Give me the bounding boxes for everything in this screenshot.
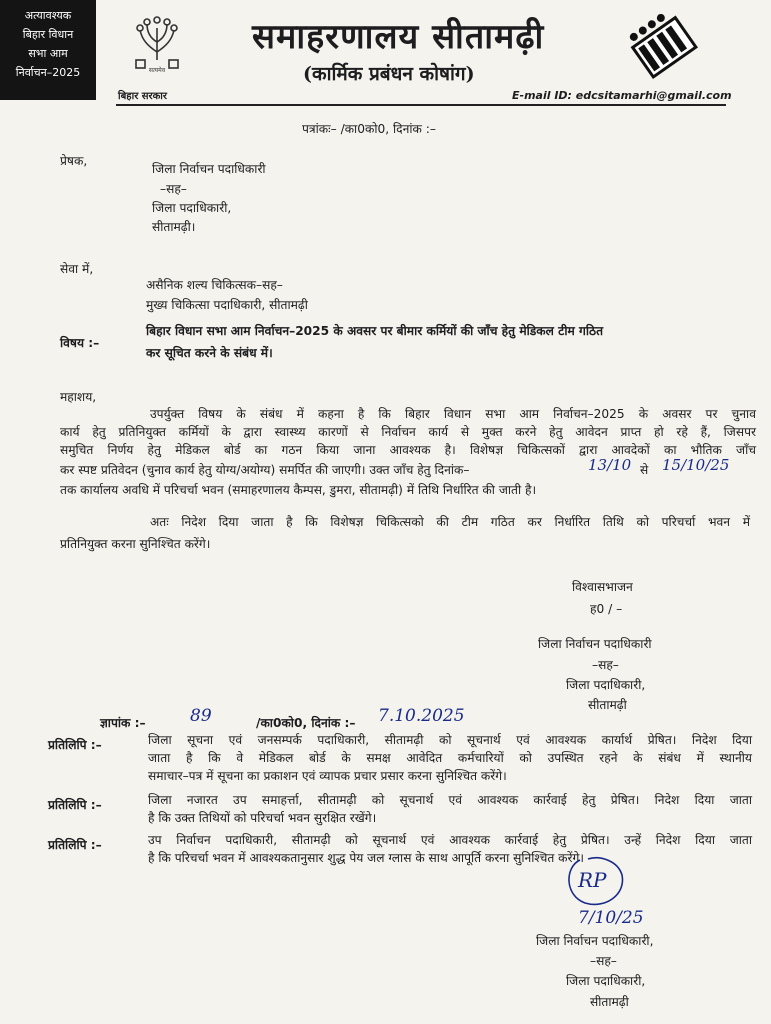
- closing2-line: सीतामढ़ी: [590, 995, 629, 1009]
- page-subtitle: (कार्मिक प्रबंधन कोषांग): [303, 63, 475, 85]
- copy-line: जिला नजारत उप समाहर्त्ता, सीतामढ़ी को सूचनार्थ एवं आवश्यक कार्रवाई हेतु प्रेषित। निदेश दिया जाता: [148, 793, 752, 807]
- body-line: अतः निदेश दिया जाता है कि विशेषज्ञ चिकित्सको की टीम गठित कर निर्धारित तिथि को परिचर्चा भवन में: [150, 515, 750, 529]
- closing2-line: जिला निर्वाचन पदाधिकारी,: [536, 934, 654, 948]
- copy-line: है कि परिचर्चा भवन में आवश्यकतानुसार शुद्ध पेय जल ग्लास के साथ आपूर्ति करना सुनिश्चित करेंगे।: [148, 851, 584, 865]
- copy-line: उप निर्वाचन पदाधिकारी, सीतामढ़ी को सूचनार्थ एवं आवश्यक कार्रवाई हेतु प्रेषित। उन्हें निदेश दिया जाता: [148, 833, 752, 847]
- sender-line: सीतामढ़ी।: [152, 220, 196, 234]
- copy-line: समाचार–पत्र में सूचना का प्रकाशन एवं व्यापक प्रचार प्रसार करना सुनिश्चित करेंगे।: [148, 769, 507, 783]
- subject-line: बिहार विधान सभा आम निर्वाचन–2025 के अवसर पर बीमार कर्मियों की जाँच हेतु मेडिकल टीम गठित: [146, 324, 604, 338]
- urgent-line: बिहार विधान: [22, 28, 74, 41]
- urgent-line: अत्यावश्यक: [24, 9, 72, 22]
- recipient-line: असैनिक शल्य चिकित्सक–सह–: [146, 278, 283, 292]
- copy-line: है कि उक्त तिथियों को परिचर्चा भवन सुरक्षित रखेंगे।: [148, 811, 377, 825]
- sender-line: जिला निर्वाचन पदाधिकारी: [152, 162, 266, 176]
- body-line: समुचित निर्णय हेतु मेडिकल बोर्ड का गठन किया जाना आवश्यक है। विशेषज्ञ चिकित्सकों द्वारा आवदेकों का भौतिक जाँच: [60, 443, 756, 457]
- body-line: कार्य हेतु प्रतिनियुक्त कर्मियों के द्वारा स्वास्थ्य कारणों से निर्वाचन कार्य से मुक्त करने हेतु आवेदन प्राप्त हो रहे हैं, जिसपर: [60, 425, 756, 439]
- copy-label: प्रतिलिपि :–: [48, 838, 102, 852]
- urgent-election-box: [0, 0, 96, 100]
- body-line: उपर्युक्त विषय के संबंध में कहना है कि बिहार विधान सभा आम निर्वाचन–2025 के अवसर पर चुनाव: [150, 407, 756, 421]
- sender-line: –सह–: [160, 182, 187, 196]
- date-range-se: से: [640, 463, 649, 477]
- handwritten-date-to: 15/10/25: [662, 456, 730, 474]
- header-divider: [116, 104, 726, 106]
- copy-label: प्रतिलिपि :–: [48, 798, 102, 812]
- closing2-line: जिला पदाधिकारी,: [566, 974, 646, 988]
- body-line: प्रतिनियुक्त करना सुनिश्चित करेंगे।: [60, 537, 211, 551]
- memo-middle: /का0को0, दिनांक :–: [256, 716, 356, 730]
- subject-label: विषय :–: [60, 336, 100, 350]
- urgent-line: सभा आम: [28, 47, 68, 60]
- closing-line: ह0 / –: [590, 602, 623, 616]
- recipient-label: सेवा में,: [60, 262, 94, 276]
- closing-line: –सह–: [592, 658, 619, 672]
- closing-line: सीतामढ़ी: [588, 698, 627, 712]
- handwritten-memo-date: 7.10.2025: [378, 706, 465, 726]
- email-id: E-mail ID: edcsitamarhi@gmail.com: [512, 89, 732, 102]
- emblem-caption: सत्यमेव: [148, 67, 166, 74]
- closing2-line: –सह–: [590, 954, 617, 968]
- body-line: कर स्पष्ट प्रतिवेदन (चुनाव कार्य हेतु योग्य/अयोग्य) समर्पित की जाएगी। उक्त जाँच हेतु दिनांक–: [60, 463, 470, 477]
- memo-label: ज्ञापांक :–: [100, 716, 146, 730]
- copy-line: जाता है कि वे मेडिकल बोर्ड के समक्ष आवेदित कर्मचारियों को उपस्थित रहने के संबंध में स्थानीय: [148, 751, 752, 765]
- urgent-line: निर्वाचन–2025: [15, 66, 81, 79]
- page-title: समाहरणालय सीतामढ़ी: [252, 17, 545, 57]
- salutation: महाशय,: [60, 390, 97, 404]
- handwritten-initials: RP: [578, 868, 607, 892]
- copy-line: जिला सूचना एवं जनसम्पर्क पदाधिकारी, सीतामढ़ी को सूचनार्थ एवं आवश्यक कार्यार्थ प्रेषित। निदेश दिया: [148, 733, 752, 747]
- sender-label: प्रेषक,: [60, 154, 88, 168]
- body-line: तक कार्यालय अवधि में परिचर्चा भवन (समाहरणालय कैम्पस, डुमरा, सीतामढ़ी) में तिथि निर्धारित की जाती है।: [60, 483, 537, 497]
- handwritten-memo-number: 89: [190, 706, 212, 726]
- bihar-govt-emblem-icon: [128, 12, 186, 74]
- handwritten-date-from: 13/10: [588, 456, 632, 474]
- subject-line: कर सूचित करने के संबंध में।: [146, 346, 273, 360]
- copy-label: प्रतिलिपि :–: [48, 738, 102, 752]
- govt-label: बिहार सरकार: [118, 91, 167, 102]
- closing-line: जिला पदाधिकारी,: [566, 678, 646, 692]
- handwritten-sign-date: 7/10/25: [578, 908, 644, 928]
- sender-line: जिला पदाधिकारी,: [152, 201, 232, 215]
- closing-line: जिला निर्वाचन पदाधिकारी: [538, 637, 652, 651]
- recipient-line: मुख्य चिकित्सा पदाधिकारी, सीतामढ़ी: [146, 298, 308, 312]
- election-commission-logo-icon: [626, 8, 698, 80]
- reference-line: पत्रांकः– /का0को0, दिनांक :–: [302, 122, 436, 136]
- closing-line: विश्वासभाजन: [572, 580, 633, 594]
